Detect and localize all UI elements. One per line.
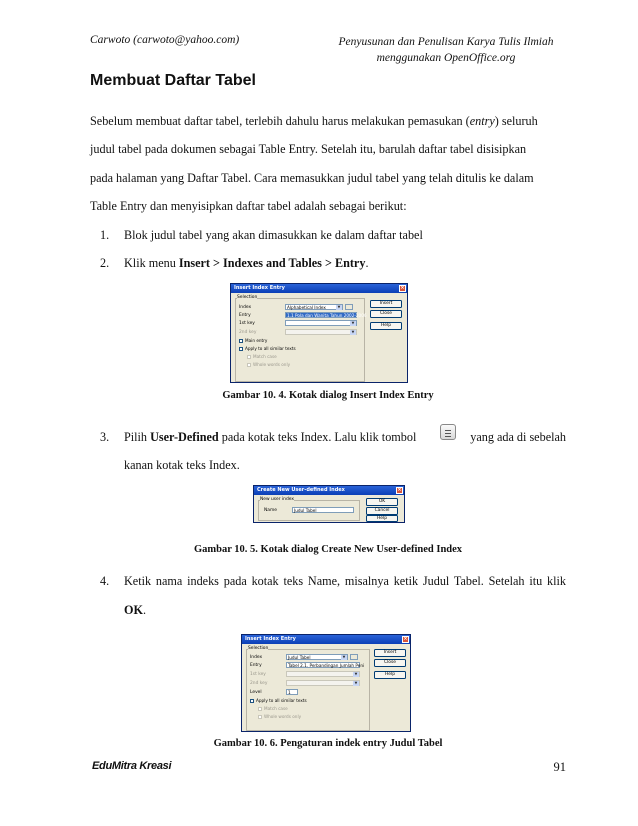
insert-index-entry-dialog-2 bbox=[241, 634, 411, 732]
step-4-ok: OK bbox=[124, 603, 143, 617]
name-input[interactable]: Judul Tabel bbox=[292, 507, 354, 513]
dialog-1-title: Insert Index Entry bbox=[234, 285, 285, 291]
dialog-2-titlebar bbox=[254, 486, 404, 495]
dialog-3-titlebar bbox=[242, 635, 410, 644]
section-title: Membuat Daftar Tabel bbox=[90, 72, 256, 89]
close-icon[interactable]: × bbox=[397, 487, 402, 493]
step-2-text-a: Klik menu bbox=[124, 256, 179, 270]
apply-all-label: Apply to all similar texts bbox=[256, 698, 307, 703]
step-2-text-c: . bbox=[365, 256, 369, 270]
step-2-number: 2. bbox=[100, 256, 110, 270]
whole-words-label: Whole words only bbox=[264, 714, 302, 719]
level-spinner[interactable] bbox=[286, 689, 298, 695]
key2-label: 2nd key bbox=[239, 330, 257, 335]
close-button[interactable]: Close bbox=[374, 659, 406, 667]
step-2-menu-path: Insert > Indexes and Tables > Entry bbox=[178, 256, 366, 270]
chevron-down-icon: ▼ bbox=[354, 672, 358, 676]
step-4 bbox=[100, 574, 566, 588]
selection-label: Selection bbox=[248, 646, 269, 651]
key1-combo[interactable] bbox=[285, 320, 357, 326]
chevron-down-icon: ▼ bbox=[351, 321, 355, 325]
step-3-text-d: yang ada di sebelah bbox=[470, 430, 566, 444]
caption-figure-10-4: Gambar 10. 4. Kotak dialog Insert Index Entry bbox=[222, 390, 434, 401]
key1-label: 1st key bbox=[239, 321, 255, 326]
entry-label: Entry bbox=[250, 663, 262, 668]
whole-words-checkbox bbox=[258, 715, 262, 719]
intro-line-1-b: ) seluruh bbox=[494, 114, 538, 128]
step-3-user-defined: User-Defined bbox=[150, 430, 219, 444]
create-user-index-dialog bbox=[253, 485, 405, 523]
header-title-line1: Penyusunan dan Penulisan Karya Tulis Ilmiah bbox=[338, 36, 554, 48]
ok-button[interactable]: OK bbox=[366, 498, 398, 506]
caption-figure-10-6: Gambar 10. 6. Pengaturan indek entry Judul Tabel bbox=[213, 738, 443, 749]
help-button[interactable]: Help bbox=[370, 322, 402, 330]
key1-combo bbox=[286, 671, 360, 677]
intro-line-1-a: Sebelum membuat daftar tabel, terlebih dahulu harus melakukan pemasukan ( bbox=[90, 114, 470, 128]
level-value: 1 bbox=[288, 690, 291, 695]
step-3-number: 3. bbox=[100, 430, 110, 444]
key2-label: 2nd key bbox=[250, 681, 268, 686]
intro-line-2: judul tabel pada dokumen sebagai Table Entry. Setelah itu, barulah daftar tabel disisipkan bbox=[90, 142, 527, 156]
intro-line-3: pada halaman yang Daftar Tabel. Cara memasukkan judul tabel yang telah ditulis ke dalam bbox=[90, 171, 534, 185]
selection-label: Selection bbox=[237, 295, 258, 300]
insert-index-entry-dialog bbox=[230, 283, 408, 383]
step-3-text-c: pada kotak teks Index. Lalu klik tombol bbox=[218, 430, 417, 444]
key2-combo bbox=[285, 329, 357, 335]
entry-label: Entry bbox=[239, 313, 251, 318]
whole-words-label: Whole words only bbox=[253, 362, 291, 367]
help-button[interactable]: Help bbox=[366, 515, 398, 522]
footer-brand-logo: EduMitra Kreasi bbox=[92, 760, 172, 772]
match-case-label: Match case bbox=[264, 706, 288, 711]
index-select-value: Judul Tabel bbox=[288, 655, 311, 660]
dialog-3-title: Insert Index Entry bbox=[245, 636, 296, 642]
header-author: Carwoto (carwoto@yahoo.com) bbox=[90, 34, 240, 46]
new-user-index-label: New user index bbox=[260, 497, 294, 502]
intro-entry-word: entry bbox=[469, 114, 495, 128]
help-button[interactable]: Help bbox=[374, 671, 406, 679]
apply-all-label: Apply to all similar texts bbox=[245, 346, 296, 351]
chevron-down-icon: ▼ bbox=[337, 305, 341, 309]
index-select-value: Alphabetical Index bbox=[287, 305, 326, 310]
dialog-1-titlebar bbox=[231, 284, 407, 293]
index-label: Index bbox=[239, 305, 252, 310]
step-3-text-a: Pilih bbox=[124, 430, 151, 444]
new-index-button[interactable] bbox=[345, 304, 353, 310]
key1-label: 1st key bbox=[250, 672, 266, 677]
close-button[interactable]: Close bbox=[370, 310, 402, 318]
match-case-label: Match case bbox=[253, 354, 277, 359]
main-entry-label: Main entry bbox=[245, 338, 268, 343]
chevron-down-icon: ▼ bbox=[342, 655, 346, 659]
step-1-number: 1. bbox=[100, 228, 110, 242]
close-icon[interactable]: × bbox=[400, 285, 405, 291]
main-entry-checkbox[interactable] bbox=[239, 339, 243, 343]
caption-figure-10-5: Gambar 10. 5. Kotak dialog Create New User-defined Index bbox=[193, 544, 463, 555]
index-select[interactable] bbox=[286, 654, 348, 660]
apply-all-checkbox[interactable] bbox=[250, 699, 254, 703]
intro-line-1 bbox=[90, 114, 566, 128]
step-3-line-2: kanan kotak teks Index. bbox=[124, 458, 240, 472]
insert-button[interactable]: Insert bbox=[374, 649, 406, 657]
index-button-icon bbox=[440, 424, 456, 440]
index-label: Index bbox=[250, 655, 263, 660]
match-case-checkbox bbox=[258, 707, 262, 711]
whole-words-checkbox bbox=[247, 363, 251, 367]
name-label: Name bbox=[264, 508, 277, 513]
apply-all-checkbox[interactable] bbox=[239, 347, 243, 351]
key2-combo bbox=[286, 680, 360, 686]
match-case-checkbox bbox=[247, 355, 251, 359]
cancel-button[interactable]: Cancel bbox=[366, 507, 398, 515]
insert-button[interactable]: Insert bbox=[370, 300, 402, 308]
dialog-2-title: Create New User-defined Index bbox=[257, 487, 345, 493]
page-number: 91 bbox=[553, 760, 566, 774]
close-icon[interactable]: × bbox=[403, 636, 408, 642]
step-2 bbox=[100, 256, 566, 270]
step-1-text: Blok judul tabel yang akan dimasukkan ke dalam daftar tabel bbox=[124, 228, 423, 242]
level-label: Level bbox=[250, 690, 262, 695]
step-4-number: 4. bbox=[100, 574, 110, 588]
step-4-text: Ketik nama indeks pada kotak teks Name, misalnya ketik Judul Tabel. Setelah itu klik bbox=[124, 574, 566, 588]
intro-line-4: Table Entry dan menyisipkan daftar tabel adalah sebagai berikut: bbox=[90, 199, 407, 213]
step-4-dot: . bbox=[142, 603, 147, 617]
index-select[interactable] bbox=[285, 304, 343, 310]
step-4-line-2 bbox=[124, 603, 146, 618]
chevron-down-icon: ▼ bbox=[354, 681, 358, 685]
entry-input[interactable]: 1.1 Pola dan Wanita Tahun 2002-2006 bbox=[287, 313, 367, 318]
entry-input[interactable]: Tabel 2.1. Perbandingan Jumlah Peni bbox=[288, 663, 365, 668]
chevron-down-icon: ▼ bbox=[351, 330, 355, 334]
step-1 bbox=[100, 228, 566, 242]
header-title-line2: menggunakan OpenOffice.org bbox=[376, 52, 516, 64]
header-title bbox=[326, 34, 566, 66]
new-index-button[interactable] bbox=[350, 654, 358, 660]
